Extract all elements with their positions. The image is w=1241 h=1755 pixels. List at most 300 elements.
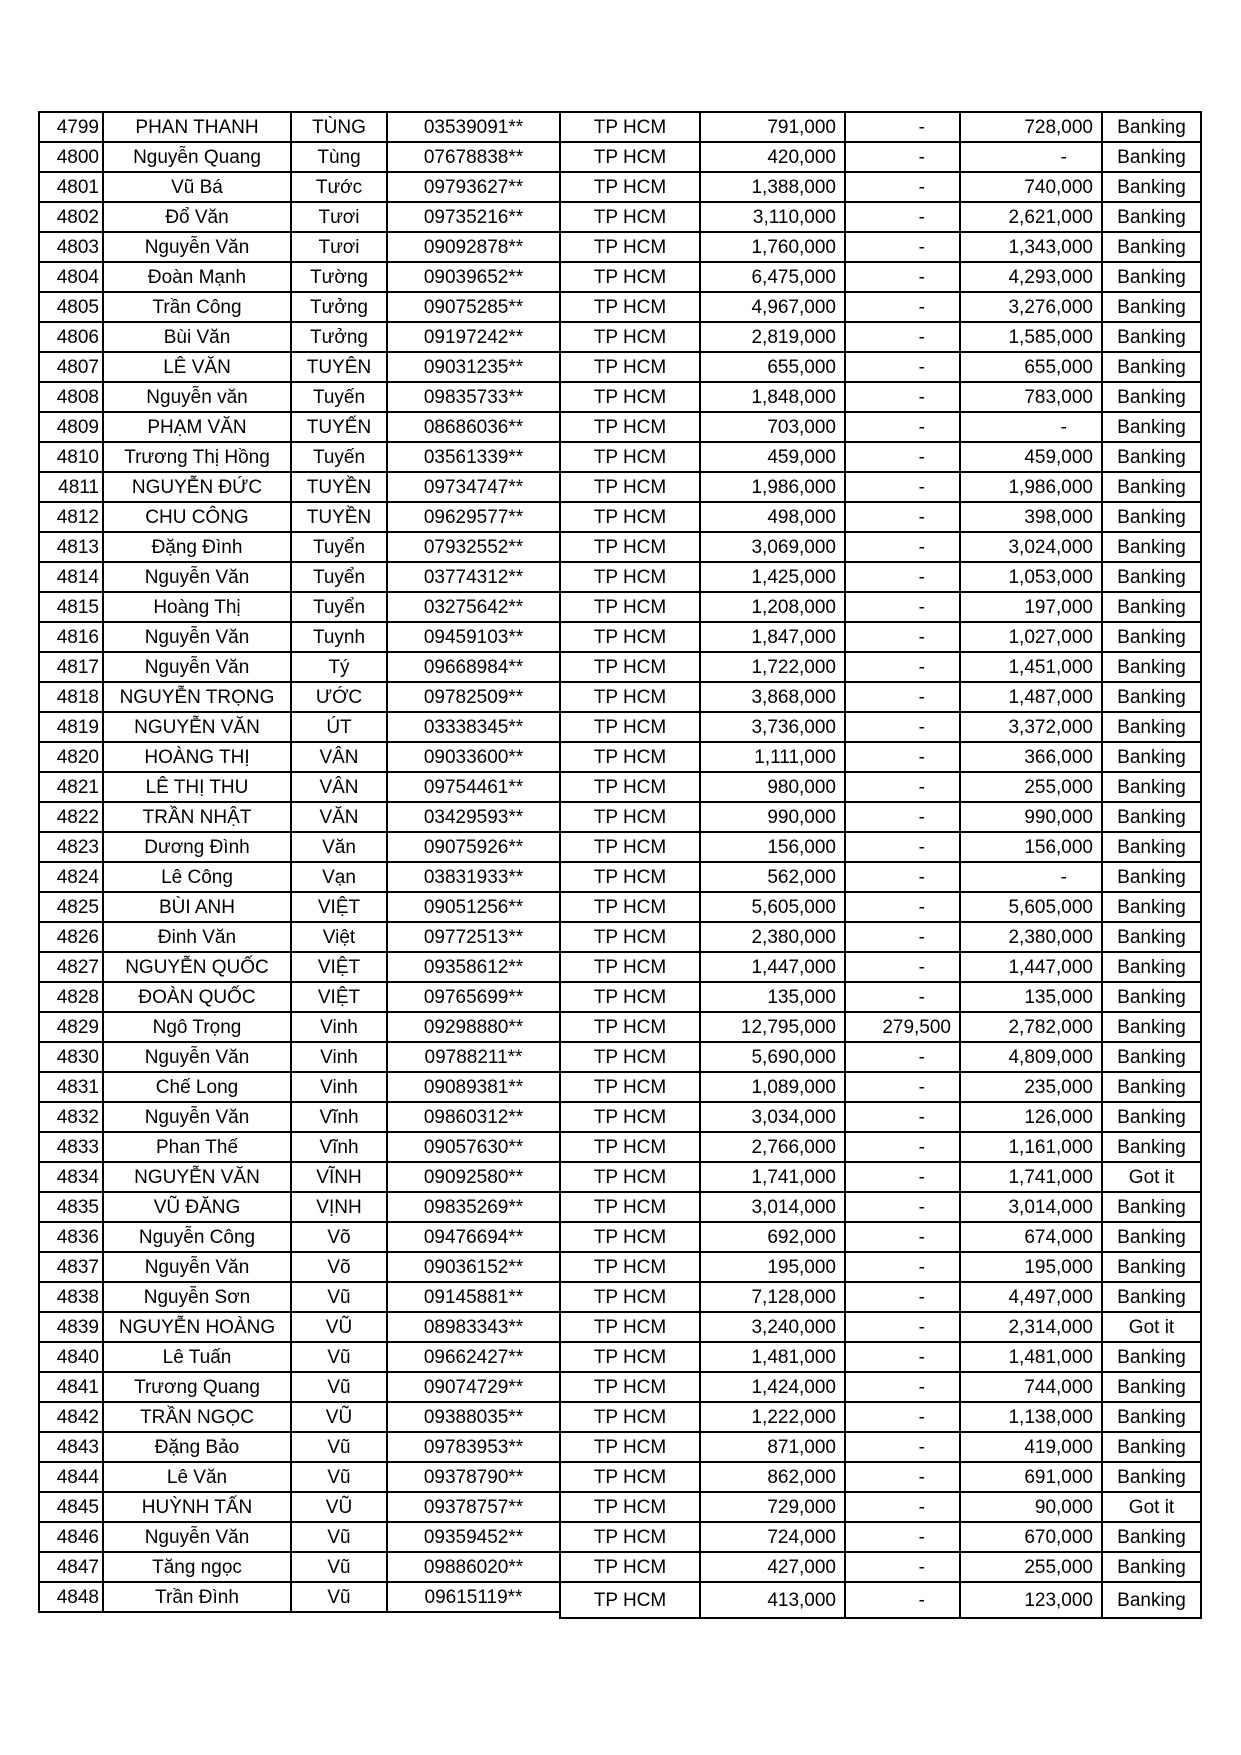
- cell-status: Banking: [1101, 321, 1202, 353]
- cell-index: 4840: [38, 1341, 104, 1373]
- cell-amount-2: -: [844, 651, 961, 683]
- cell-last-name: Tuyển: [290, 591, 388, 623]
- cell-status: Banking: [1101, 381, 1202, 413]
- cell-last-name: Tuyển: [290, 531, 388, 563]
- cell-status: Banking: [1101, 621, 1202, 653]
- cell-last-name: TUYỀN: [290, 501, 388, 533]
- cell-amount-1: 12,795,000: [699, 1011, 846, 1043]
- cell-index: 4815: [38, 591, 104, 623]
- cell-first-name: Tăng ngọc: [102, 1551, 292, 1583]
- cell-amount-3: 1,487,000: [959, 681, 1103, 713]
- cell-status: Banking: [1101, 1371, 1202, 1403]
- cell-last-name: Vũ: [290, 1431, 388, 1463]
- cell-first-name: Nguyễn Văn: [102, 231, 292, 263]
- cell-city: TP HCM: [559, 1131, 701, 1163]
- cell-first-name: Nguyễn Quang: [102, 141, 292, 173]
- cell-amount-1: 655,000: [699, 351, 846, 383]
- cell-first-name: Lê Văn: [102, 1461, 292, 1493]
- cell-amount-2: -: [844, 681, 961, 713]
- table-row: [38, 591, 1202, 623]
- cell-first-name: Nguyễn Công: [102, 1221, 292, 1253]
- cell-amount-3: 1,585,000: [959, 321, 1103, 353]
- cell-phone-masked: 09358612**: [386, 951, 561, 983]
- cell-amount-2: -: [844, 381, 961, 413]
- cell-last-name: VĂN: [290, 801, 388, 833]
- cell-city: TP HCM: [559, 591, 701, 623]
- cell-phone-masked: 09359452**: [386, 1521, 561, 1553]
- cell-amount-3: 3,276,000: [959, 291, 1103, 323]
- cell-amount-1: 1,986,000: [699, 471, 846, 503]
- cell-last-name: Tý: [290, 651, 388, 683]
- cell-first-name: Nguyễn văn: [102, 381, 292, 413]
- cell-first-name: Trần Công: [102, 291, 292, 323]
- cell-city: TP HCM: [559, 141, 701, 173]
- cell-city: TP HCM: [559, 1461, 701, 1493]
- cell-amount-3: 1,343,000: [959, 231, 1103, 263]
- cell-phone-masked: 09860312**: [386, 1101, 561, 1133]
- table-row: [38, 801, 1202, 833]
- cell-city: TP HCM: [559, 1281, 701, 1313]
- cell-phone-masked: 09459103**: [386, 621, 561, 653]
- cell-status: Banking: [1101, 981, 1202, 1013]
- table-row: [38, 741, 1202, 773]
- table-row: [38, 1461, 1202, 1493]
- cell-city: TP HCM: [559, 621, 701, 653]
- cell-amount-3: 1,138,000: [959, 1401, 1103, 1433]
- cell-city: TP HCM: [559, 711, 701, 743]
- cell-amount-3: 156,000: [959, 831, 1103, 863]
- cell-last-name: Vũ: [290, 1341, 388, 1373]
- cell-index: 4808: [38, 381, 104, 413]
- cell-phone-masked: 03275642**: [386, 591, 561, 623]
- cell-status: Banking: [1101, 501, 1202, 533]
- cell-index: 4817: [38, 651, 104, 683]
- cell-last-name: Vinh: [290, 1071, 388, 1103]
- cell-last-name: TÙNG: [290, 111, 388, 143]
- cell-index: 4824: [38, 861, 104, 893]
- cell-city: TP HCM: [559, 1101, 701, 1133]
- cell-last-name: Vĩnh: [290, 1101, 388, 1133]
- cell-first-name: LÊ VĂN: [102, 351, 292, 383]
- cell-index: 4830: [38, 1041, 104, 1073]
- table-row: [38, 1401, 1202, 1433]
- cell-status: Banking: [1101, 201, 1202, 233]
- cell-amount-1: 1,222,000: [699, 1401, 846, 1433]
- cell-amount-1: 5,605,000: [699, 891, 846, 923]
- cell-status: Banking: [1101, 921, 1202, 953]
- table-row: [38, 411, 1202, 443]
- cell-city: TP HCM: [559, 321, 701, 353]
- cell-city: TP HCM: [559, 291, 701, 323]
- cell-last-name: Tuyến: [290, 441, 388, 473]
- table-row: [38, 1011, 1202, 1043]
- cell-amount-2: -: [844, 1491, 961, 1523]
- cell-first-name: Phan Thế: [102, 1131, 292, 1163]
- cell-phone-masked: 09298880**: [386, 1011, 561, 1043]
- cell-city: TP HCM: [559, 651, 701, 683]
- table-row: [38, 291, 1202, 323]
- cell-amount-1: 2,819,000: [699, 321, 846, 353]
- cell-phone-masked: 09074729**: [386, 1371, 561, 1403]
- cell-amount-2: -: [844, 441, 961, 473]
- cell-phone-masked: 09783953**: [386, 1431, 561, 1463]
- cell-amount-1: 3,868,000: [699, 681, 846, 713]
- cell-amount-3: 1,027,000: [959, 621, 1103, 653]
- cell-index: 4805: [38, 291, 104, 323]
- cell-amount-1: 2,380,000: [699, 921, 846, 953]
- cell-amount-1: 990,000: [699, 801, 846, 833]
- table-row: [38, 231, 1202, 263]
- cell-amount-2: -: [844, 261, 961, 293]
- cell-amount-1: 1,111,000: [699, 741, 846, 773]
- cell-index: 4834: [38, 1161, 104, 1193]
- cell-amount-2: 279,500: [844, 1011, 961, 1043]
- cell-amount-1: 5,690,000: [699, 1041, 846, 1073]
- cell-amount-1: 3,736,000: [699, 711, 846, 743]
- cell-city: TP HCM: [559, 681, 701, 713]
- cell-first-name: PHẠM VĂN: [102, 411, 292, 443]
- cell-status: Banking: [1101, 1551, 1202, 1583]
- cell-first-name: Nguyễn Văn: [102, 621, 292, 653]
- cell-amount-2: -: [844, 741, 961, 773]
- cell-index: 4843: [38, 1431, 104, 1463]
- cell-amount-1: 1,481,000: [699, 1341, 846, 1373]
- table-row: [38, 1101, 1202, 1133]
- cell-first-name: Chế Long: [102, 1071, 292, 1103]
- cell-amount-3: 398,000: [959, 501, 1103, 533]
- cell-phone-masked: 03831933**: [386, 861, 561, 893]
- cell-status: Got it: [1101, 1161, 1202, 1193]
- cell-index: 4807: [38, 351, 104, 383]
- cell-amount-3: 1,447,000: [959, 951, 1103, 983]
- cell-first-name: Đinh Văn: [102, 921, 292, 953]
- cell-amount-3: 691,000: [959, 1461, 1103, 1493]
- cell-amount-3: 744,000: [959, 1371, 1103, 1403]
- cell-status: Banking: [1101, 1461, 1202, 1493]
- cell-last-name: ƯỚC: [290, 681, 388, 713]
- cell-city: TP HCM: [559, 1071, 701, 1103]
- cell-city: TP HCM: [559, 1521, 701, 1553]
- cell-last-name: Vinh: [290, 1041, 388, 1073]
- cell-city: TP HCM: [559, 1401, 701, 1433]
- cell-index: 4837: [38, 1251, 104, 1283]
- cell-phone-masked: 09765699**: [386, 981, 561, 1013]
- cell-city: TP HCM: [559, 111, 701, 143]
- cell-last-name: VỊNH: [290, 1191, 388, 1223]
- cell-amount-1: 459,000: [699, 441, 846, 473]
- cell-amount-2: -: [844, 1281, 961, 1313]
- cell-amount-3: 255,000: [959, 771, 1103, 803]
- cell-amount-2: -: [844, 1101, 961, 1133]
- cell-amount-2: -: [844, 231, 961, 263]
- cell-amount-2: -: [844, 411, 961, 443]
- cell-amount-1: 703,000: [699, 411, 846, 443]
- cell-index: 4842: [38, 1401, 104, 1433]
- cell-index: 4804: [38, 261, 104, 293]
- cell-city: TP HCM: [559, 771, 701, 803]
- cell-amount-3: 4,293,000: [959, 261, 1103, 293]
- cell-status: Banking: [1101, 951, 1202, 983]
- cell-index: 4847: [38, 1551, 104, 1583]
- cell-amount-3: 990,000: [959, 801, 1103, 833]
- cell-amount-1: 729,000: [699, 1491, 846, 1523]
- cell-first-name: NGUYỄN VĂN: [102, 1161, 292, 1193]
- cell-status: Banking: [1101, 1131, 1202, 1163]
- cell-first-name: CHU CÔNG: [102, 501, 292, 533]
- cell-amount-3: 2,621,000: [959, 201, 1103, 233]
- cell-amount-2: -: [844, 711, 961, 743]
- table-row: [38, 1581, 1202, 1613]
- cell-phone-masked: 09378790**: [386, 1461, 561, 1493]
- cell-first-name: Ngô Trọng: [102, 1011, 292, 1043]
- cell-amount-3: 1,451,000: [959, 651, 1103, 683]
- cell-phone-masked: 09075285**: [386, 291, 561, 323]
- cell-phone-masked: 07932552**: [386, 531, 561, 563]
- table-row: [38, 471, 1202, 503]
- cell-last-name: Vũ: [290, 1551, 388, 1583]
- cell-index: 4811: [38, 471, 104, 503]
- cell-amount-3: 2,380,000: [959, 921, 1103, 953]
- cell-phone-masked: 03561339**: [386, 441, 561, 473]
- cell-last-name: TUYÊN: [290, 351, 388, 383]
- table-row: [38, 1221, 1202, 1253]
- cell-city: TP HCM: [559, 1551, 701, 1583]
- cell-first-name: Trương Quang: [102, 1371, 292, 1403]
- table-row: [38, 1431, 1202, 1463]
- cell-amount-1: 3,034,000: [699, 1101, 846, 1133]
- table-row: [38, 1371, 1202, 1403]
- cell-amount-1: 1,388,000: [699, 171, 846, 203]
- cell-index: 4809: [38, 411, 104, 443]
- cell-amount-1: 6,475,000: [699, 261, 846, 293]
- table-row: [38, 1251, 1202, 1283]
- cell-amount-2: -: [844, 801, 961, 833]
- cell-status: Banking: [1101, 561, 1202, 593]
- cell-index: 4812: [38, 501, 104, 533]
- cell-first-name: Trần Đình: [102, 1581, 292, 1613]
- cell-amount-2: -: [844, 1161, 961, 1193]
- cell-status: Banking: [1101, 711, 1202, 743]
- cell-index: 4836: [38, 1221, 104, 1253]
- cell-amount-1: 420,000: [699, 141, 846, 173]
- cell-status: Banking: [1101, 771, 1202, 803]
- cell-last-name: Tưởng: [290, 321, 388, 353]
- cell-amount-2: -: [844, 291, 961, 323]
- cell-amount-2: -: [844, 1221, 961, 1253]
- cell-amount-2: -: [844, 591, 961, 623]
- cell-city: TP HCM: [559, 1431, 701, 1463]
- table-row: [38, 981, 1202, 1013]
- cell-last-name: Vạn: [290, 861, 388, 893]
- cell-phone-masked: 09734747**: [386, 471, 561, 503]
- cell-last-name: Văn: [290, 831, 388, 863]
- cell-status: Banking: [1101, 741, 1202, 773]
- cell-index: 4800: [38, 141, 104, 173]
- cell-amount-1: 862,000: [699, 1461, 846, 1493]
- cell-index: 4832: [38, 1101, 104, 1133]
- cell-amount-3: 197,000: [959, 591, 1103, 623]
- cell-amount-1: 427,000: [699, 1551, 846, 1583]
- cell-phone-masked: 03429593**: [386, 801, 561, 833]
- cell-amount-2: -: [844, 981, 961, 1013]
- cell-status: Banking: [1101, 1011, 1202, 1043]
- cell-index: 4819: [38, 711, 104, 743]
- cell-status: Banking: [1101, 681, 1202, 713]
- cell-first-name: Nguyễn Văn: [102, 1101, 292, 1133]
- cell-phone-masked: 09788211**: [386, 1041, 561, 1073]
- cell-last-name: Vĩnh: [290, 1131, 388, 1163]
- cell-first-name: LÊ THỊ THU: [102, 771, 292, 803]
- cell-city: TP HCM: [559, 1251, 701, 1283]
- cell-first-name: NGUYỄN VĂN: [102, 711, 292, 743]
- cell-first-name: ĐOÀN QUỐC: [102, 981, 292, 1013]
- cell-status: Banking: [1101, 1071, 1202, 1103]
- table-row: [38, 1041, 1202, 1073]
- cell-last-name: Tùng: [290, 141, 388, 173]
- cell-last-name: VŨ: [290, 1491, 388, 1523]
- table-row: [38, 831, 1202, 863]
- table-row: [38, 261, 1202, 293]
- cell-city: TP HCM: [559, 381, 701, 413]
- cell-first-name: BÙI ANH: [102, 891, 292, 923]
- cell-first-name: NGUYỄN HOÀNG: [102, 1311, 292, 1343]
- cell-last-name: Tuyển: [290, 561, 388, 593]
- table-row: [38, 621, 1202, 653]
- cell-phone-masked: 08686036**: [386, 411, 561, 443]
- cell-amount-2: -: [844, 141, 961, 173]
- table-row: [38, 321, 1202, 353]
- cell-phone-masked: 09378757**: [386, 1491, 561, 1523]
- cell-last-name: Vũ: [290, 1521, 388, 1553]
- cell-status: Banking: [1101, 1341, 1202, 1373]
- cell-city: TP HCM: [559, 501, 701, 533]
- table-row: [38, 651, 1202, 683]
- cell-last-name: Vũ: [290, 1581, 388, 1613]
- cell-phone-masked: 09793627**: [386, 171, 561, 203]
- cell-amount-1: 1,760,000: [699, 231, 846, 263]
- cell-amount-1: 1,722,000: [699, 651, 846, 683]
- cell-status: Banking: [1101, 1191, 1202, 1223]
- cell-phone-masked: 09057630**: [386, 1131, 561, 1163]
- cell-amount-2: -: [844, 171, 961, 203]
- cell-amount-3: 366,000: [959, 741, 1103, 773]
- cell-amount-3: 670,000: [959, 1521, 1103, 1553]
- table-row: [38, 891, 1202, 923]
- cell-phone-masked: 09782509**: [386, 681, 561, 713]
- table-row: [38, 1131, 1202, 1163]
- cell-amount-2: -: [844, 1251, 961, 1283]
- table-row: [38, 1491, 1202, 1523]
- cell-amount-3: 2,782,000: [959, 1011, 1103, 1043]
- cell-city: TP HCM: [559, 1221, 701, 1253]
- cell-last-name: Tường: [290, 261, 388, 293]
- cell-index: 4810: [38, 441, 104, 473]
- table-row: [38, 1281, 1202, 1313]
- cell-amount-1: 195,000: [699, 1251, 846, 1283]
- cell-phone-masked: 09039652**: [386, 261, 561, 293]
- cell-last-name: Vinh: [290, 1011, 388, 1043]
- cell-phone-masked: 09754461**: [386, 771, 561, 803]
- cell-last-name: Võ: [290, 1221, 388, 1253]
- cell-index: 4828: [38, 981, 104, 1013]
- cell-status: Banking: [1101, 351, 1202, 383]
- cell-amount-1: 1,424,000: [699, 1371, 846, 1403]
- cell-last-name: Võ: [290, 1251, 388, 1283]
- cell-last-name: Vũ: [290, 1461, 388, 1493]
- cell-phone-masked: 07678838**: [386, 141, 561, 173]
- cell-amount-3: 5,605,000: [959, 891, 1103, 923]
- cell-phone-masked: 09089381**: [386, 1071, 561, 1103]
- cell-amount-3: 255,000: [959, 1551, 1103, 1583]
- cell-status: Banking: [1101, 231, 1202, 263]
- table-row: [38, 951, 1202, 983]
- cell-phone-masked: 09662427**: [386, 1341, 561, 1373]
- cell-phone-masked: 09772513**: [386, 921, 561, 953]
- cell-phone-masked: 09092878**: [386, 231, 561, 263]
- cell-amount-2: -: [844, 531, 961, 563]
- cell-city: TP HCM: [559, 231, 701, 263]
- cell-index: 4845: [38, 1491, 104, 1523]
- cell-amount-3: 783,000: [959, 381, 1103, 413]
- cell-amount-1: 1,848,000: [699, 381, 846, 413]
- table-row: [38, 531, 1202, 563]
- cell-amount-1: 7,128,000: [699, 1281, 846, 1313]
- cell-amount-3: 90,000: [959, 1491, 1103, 1523]
- cell-phone-masked: 09886020**: [386, 1551, 561, 1583]
- cell-amount-3: 728,000: [959, 111, 1103, 143]
- table-row: [38, 441, 1202, 473]
- records-table: [38, 111, 1202, 1613]
- cell-index: 4844: [38, 1461, 104, 1493]
- table-row: [38, 771, 1202, 803]
- cell-city: TP HCM: [559, 981, 701, 1013]
- cell-amount-1: 3,014,000: [699, 1191, 846, 1223]
- cell-phone-masked: 09668984**: [386, 651, 561, 683]
- table-row: [38, 351, 1202, 383]
- cell-city: TP HCM: [559, 801, 701, 833]
- cell-amount-2: -: [844, 1311, 961, 1343]
- cell-phone-masked: 03774312**: [386, 561, 561, 593]
- cell-city: TP HCM: [559, 1041, 701, 1073]
- cell-last-name: VÂN: [290, 771, 388, 803]
- cell-amount-1: 2,766,000: [699, 1131, 846, 1163]
- cell-amount-1: 871,000: [699, 1431, 846, 1463]
- cell-status: Banking: [1101, 441, 1202, 473]
- cell-amount-3: -: [959, 411, 1103, 443]
- cell-last-name: VIỆT: [290, 951, 388, 983]
- cell-first-name: Nguyễn Văn: [102, 1041, 292, 1073]
- cell-status: Banking: [1101, 1101, 1202, 1133]
- cell-status: Banking: [1101, 261, 1202, 293]
- cell-amount-3: -: [959, 861, 1103, 893]
- cell-amount-3: 135,000: [959, 981, 1103, 1013]
- table-row: [38, 201, 1202, 233]
- cell-status: Banking: [1101, 591, 1202, 623]
- cell-first-name: TRẦN NGỌC: [102, 1401, 292, 1433]
- table-row: [38, 711, 1202, 743]
- cell-first-name: Trương Thị Hồng: [102, 441, 292, 473]
- cell-amount-2: -: [844, 951, 961, 983]
- cell-first-name: Đặng Đình: [102, 531, 292, 563]
- cell-amount-1: 498,000: [699, 501, 846, 533]
- table-row: [38, 171, 1202, 203]
- cell-amount-3: 1,741,000: [959, 1161, 1103, 1193]
- table-row: [38, 1071, 1202, 1103]
- cell-first-name: Đặng Bảo: [102, 1431, 292, 1463]
- cell-amount-2: -: [844, 1581, 961, 1619]
- table-row: [38, 1311, 1202, 1343]
- cell-amount-1: 562,000: [699, 861, 846, 893]
